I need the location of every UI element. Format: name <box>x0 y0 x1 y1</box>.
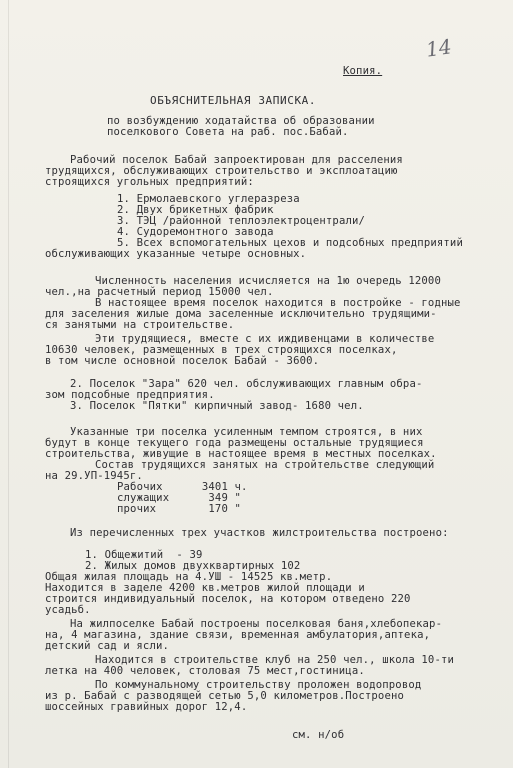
body-line: детский сад и ясли. <box>45 640 170 652</box>
staff-row: служащих 349 " <box>117 492 242 504</box>
body-line: шоссейных гравийных дорог 12,4. <box>45 701 248 713</box>
list-item: 2. Двух брикетных фабрик <box>117 204 274 216</box>
body-line: Общая жилая площадь на 4.УШ - 14525 кв.метр. <box>45 571 333 583</box>
body-line: строительства, живущие в настоящее время в местных поселках. <box>45 448 437 460</box>
subtitle-line: по возбуждению ходатайства об образовании <box>107 115 375 127</box>
body-line: чел.,на расчетный период 15000 чел. <box>45 286 274 298</box>
body-line: 3. Поселок "Пятки" кирпичный завод- 1680 чел. <box>70 400 364 412</box>
body-line: 10630 человек, размещенных в трех строящихся поселках, <box>45 344 398 356</box>
body-line: на, 4 магазина, здание связи, временная амбулатория,аптека, <box>45 629 431 641</box>
body-line: для заселения жилые дома заселенные исключительно трудящими- <box>45 308 437 320</box>
body-line: Эти трудящиеся, вместе с их иждивенцами в количестве <box>95 333 435 345</box>
body-line: строится индивидуальный поселок, на котором отведено 220 <box>45 593 411 605</box>
body-line: Рабочий поселок Бабай запроектирован для расселения <box>70 154 403 166</box>
list-item: 1. Ермолаевского углеразреза <box>117 193 300 205</box>
body-line: будут в конце текущего года размещены остальные трудящиеся <box>45 437 424 449</box>
page-number-handwritten: 14 <box>424 34 453 62</box>
body-line: Из перечисленных трех участков жилстроительства построено: <box>70 527 449 539</box>
body-line: усадьб. <box>45 604 91 616</box>
body-line: обслуживающих указанные четыре основных. <box>45 248 307 260</box>
body-line: По коммунальному строительству проложен водопровод <box>95 679 422 691</box>
body-line: на 29.УП-1945г. <box>45 470 143 482</box>
body-line: в том числе основной поселок Бабай - 3600. <box>45 355 320 367</box>
body-line: В настоящее время поселок находится в постройке - годные <box>95 297 461 309</box>
copy-label: Копия. <box>343 65 383 77</box>
list-item: 2. Жилых домов двухквартирных 102 <box>85 560 301 572</box>
continuation-note: см. н/об <box>292 729 345 741</box>
body-line: На жилпоселке Бабай построены поселковая баня,хлебопекар- <box>70 618 443 630</box>
body-line: из р. Бабай с разводящей сетью 5,0 километров.Построено <box>45 690 405 702</box>
body-line: Находится в заделе 4200 кв.метров жилой площади и <box>45 582 365 594</box>
body-line: Находится в строительстве клуб на 250 чел., школа 10-ти <box>95 654 455 666</box>
body-line: зом подсобные предприятия. <box>45 389 215 401</box>
body-line: 2. Поселок "Зара" 620 чел. обслуживающих главным обра- <box>70 378 423 390</box>
list-item: 3. ТЭЦ /районной теплоэлектроцентрали/ <box>117 215 366 227</box>
staff-row: Рабочих 3401 ч. <box>117 481 248 493</box>
body-line: Численность населения исчисляется на 1ю очередь 12000 <box>95 275 441 287</box>
body-line: строящихся угольных предприятий: <box>45 176 254 188</box>
body-line: летка на 400 человек, столовая 75 мест,гостиница. <box>45 665 365 677</box>
staff-row: прочих 170 " <box>117 503 242 515</box>
list-item: 4. Судоремонтного завода <box>117 226 274 238</box>
paper-fold <box>8 0 9 768</box>
document-title: ОБЪЯСНИТЕЛЬНАЯ ЗАПИСКА. <box>150 94 317 107</box>
body-line: Состав трудящихся занятых на стройтельстве следующий <box>95 459 435 471</box>
subtitle-line: поселкового Совета на раб. пос.Бабай. <box>107 126 349 138</box>
body-line: трудящихся, обслуживающих строительство и эксплоатацию <box>45 165 398 177</box>
list-item: 5. Всех вспомогательных цехов и подсобных предприятий <box>117 237 463 249</box>
body-line: Указанные три поселка усиленным темпом строятся, в них <box>70 426 423 438</box>
list-item: 1. Общежитий - 39 <box>85 549 203 561</box>
body-line: ся занятыми на строительстве. <box>45 319 235 331</box>
